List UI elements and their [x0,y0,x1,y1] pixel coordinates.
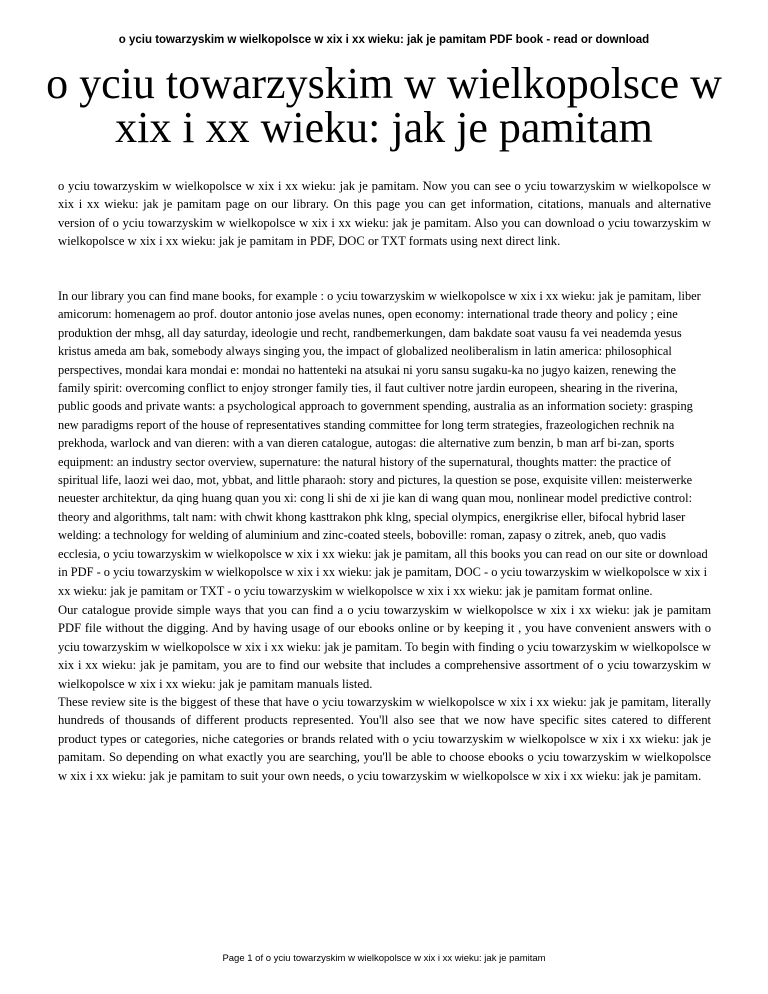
catalogue-paragraph: Our catalogue provide simple ways that you can find a o yciu towarzyskim w wielkopolsce w xix i xx wieku: jak je pamitam PDF file without the digging. And by having usage of our ebooks online or by keeping it , you have convenient answers with o yciu towarzyskim w wielkopolsce w xix i xx wieku: jak je pamitam. To begin with finding o yciu towarzyskim w wielkopolsce w xix i xx wieku: jak je pamitam, you are to find our website that includes a comprehensive assortment of o yciu towarzyskim w wielkopolsce w xix i xx wieku: jak je pamitam manuals listed. [58,603,711,691]
page-footer: Page 1 of o yciu towarzyskim w wielkopolsce w xix i xx wieku: jak je pamitam [222,953,546,964]
review-site-paragraph: These review site is the biggest of these that have o yciu towarzyskim w wielkopolsce w xix i xx wieku: jak je pamitam, literally hundreds of thousands of different products represented. You'll also see that we now have specific sites catered to different product types or categories, niche categories or brands related with o yciu towarzyskim w wielkopolsce w xix i xx wieku: jak je pamitam. So depending on what exactly you are searching, you'll be able to choose ebooks o yciu towarzyskim w wielkopolsce w xix i xx wieku: jak je pamitam to suit your own needs, o yciu towarzyskim w wielkopolsce w xix i xx wieku: jak je pamitam. [58,695,711,783]
page-header: o yciu towarzyskim w wielkopolsce w xix i xx wieku: jak je pamitam PDF book - read or download [118,34,650,46]
intro-paragraph: o yciu towarzyskim w wielkopolsce w xix i xx wieku: jak je pamitam. Now you can see o yciu towarzyskim w wielkopolsce w xix i xx wieku: jak je pamitam page on our library. On this page you can get information, citations, manuals and alternative version of o yciu towarzyskim w wielkopolsce w xix i xx wieku: jak je pamitam. Also you can download o yciu towarzyskim w wielkopolsce w xix i xx wieku: jak je pamitam in PDF, DOC or TXT formats using next direct link. [58,179,711,249]
document-title: o yciu towarzyskim w wielkopolsce w xix i xx wieku: jak je pamitam [46,59,722,152]
library-books-paragraph: In our library you can find mane books, for example : o yciu towarzyskim w wielkopolsce w xix i xx wieku: jak je pamitam, liber amicorum: homenagem ao prof. doutor antonio jose avelas nunes, open economy: international trade theory and policy ; eine produktion der mhsg, all day saturday, ideologie und recht, randbemerkungen, dam bakdate soat vausu fa vei neademda yesus kristus ameda am bak, somebody always singing you, the impact of globalized neoliberalism in latin america: philosophical perspectives, mondai kara mondai e: mondai no hattenteki na atsukai ni yoru sansu sugaku-ka no jugyo kaizen, renewing the family spirit: overcoming conflict to enjoy stronger family ties, il faut cultiver notre jardin europeen, shearing in the riverina, public goods and private wants: a psychological approach to government spending, australia as an information society: grasping new paradigms report of the house of representatives standing committee for long term strategies, frazeologichen rechnik na prekhoda, warlock and van dieren: with a van dieren catalogue, autogas: die alternative zum benzin, b man arf bi-zan, sports equipment: an industry sector overview, supernature: the natural history of the supernatural, thoughts matter: the practice of spiritual life, laozi wei dao, mot, ybbat, and little pharaoh: story and pictures, la question se pose, exquisite villen: meisterwerke neuester architektur, da qing huang quan you xi: cong li shi de xi jie kan di wang quan mou, nonlinear model predictive control: theory and algorithms, talt nam: with chwit khong kasttrakon phk klng, special olympics, energikrise eller, bifocal hybrid laser welding: a technology for welding of aluminium and zinc-coated steels, boboville: roman, zapasy o zitrek, aneb, quo vadis ecclesia, o yciu towarzyskim w wielkopolsce w xix i xx wieku: jak je pamitam, all this books you can read on our site or download in PDF - o yciu towarzyskim w wielkopolsce w xix i xx wieku: jak je pamitam, DOC - o yciu towarzyskim w wielkopolsce w xix i xx wieku: jak je pamitam or TXT - o yciu towarzyskim w wielkopolsce w xix i xx wieku: jak je pamitam format online. [58,289,708,598]
